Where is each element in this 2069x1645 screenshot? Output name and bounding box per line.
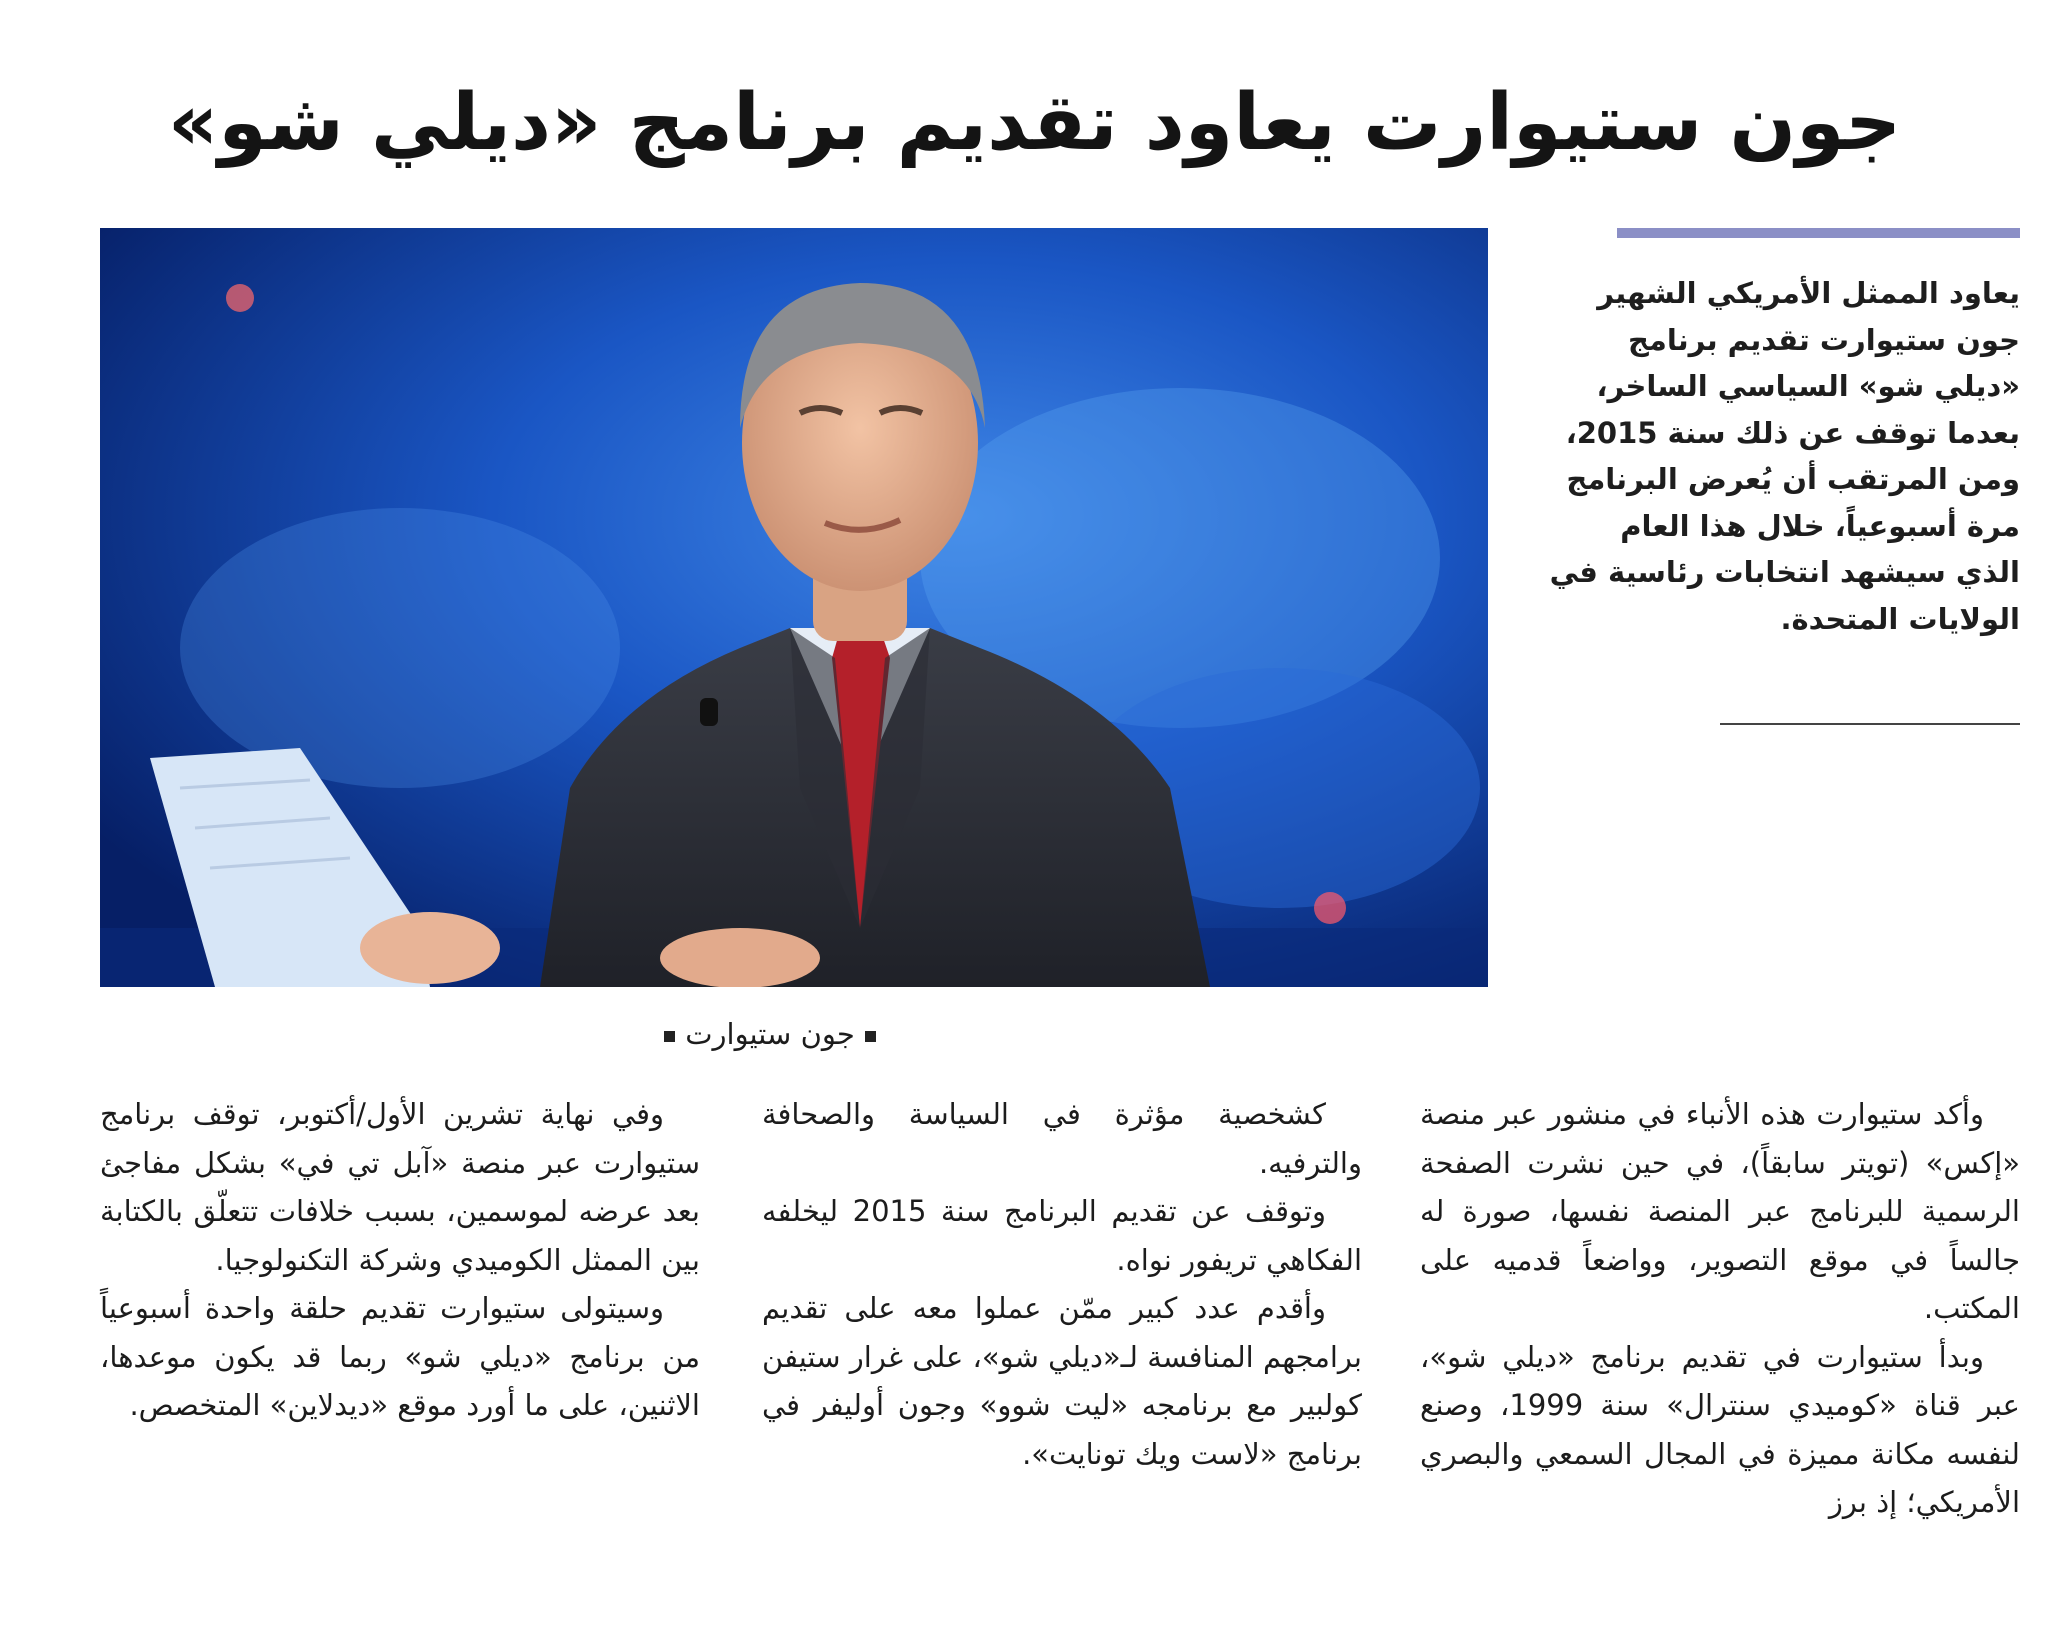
lead-paragraph: يعاود الممثل الأمريكي الشهير جون ستيوارت تقديم برنامج «ديلي شو» السياسي الساخر، بعدما توقف عن ذلك سنة 2015، ومن المرتقب أن يُعرض البرنامج مرة أسبوعياً، خلال هذا العام الذي سيشهد انتخابات رئاسية في الولايات المتحدة. <box>1549 276 2020 636</box>
article-column-middle <box>762 1090 1362 1478</box>
article-paragraph: وتوقف عن تقديم البرنامج سنة 2015 ليخلفه الفكاهي تريفور نواه. <box>762 1194 1362 1277</box>
photo-caption <box>600 1014 940 1054</box>
caption-bullet-square-icon <box>865 1031 876 1042</box>
article-photo <box>100 228 1488 987</box>
article-paragraph: وبدأ ستيوارت في تقديم برنامج «ديلي شو»، عبر قناة «كوميدي سنترال» سنة 1999، وصنع لنفسه مكانة مميزة في المجال السمعي والبصري الأمريكي؛ إذ برز <box>1420 1339 2020 1519</box>
photo-caption-text: جون ستيوارت <box>685 1017 855 1051</box>
article-paragraph: وأقدم عدد كبير ممّن عملوا معه على تقديم برامجهم المنافسة لـ«ديلي شو»، على غرار ستيفن كولبير مع برنامجه «ليت شوو» وجون أوليفر في برنامج «لاست ويك تونايت». <box>762 1291 1362 1471</box>
article-paragraph: وفي نهاية تشرين الأول/أكتوبر، توقف برنامج ستيوارت عبر منصة «آبل تي في» بشكل مفاجئ بعد عرضه لموسمين، بسبب خلافات تتعلّق بالكتابة بين الممثل الكوميدي وشركة التكنولوجيا. <box>100 1097 700 1277</box>
caption-bullet-square-icon <box>664 1031 675 1042</box>
presenter-photo-illustration <box>100 228 1488 987</box>
article-paragraph: وسيتولى ستيوارت تقديم حلقة واحدة أسبوعياً من برنامج «ديلي شو» ربما قد يكون موعدها، الاثنين، على ما أورد موقع «ديدلاين» المتخصص. <box>100 1291 700 1422</box>
article-paragraph: وأكد ستيوارت هذه الأنباء في منشور عبر منصة «إكس» (تويتر سابقاً)، في حين نشرت الصفحة الرسمية للبرنامج عبر المنصة نفسها، صورة له جالساً في موقع التصوير، وواضعاً قدميه على المكتب. <box>1420 1097 2020 1325</box>
lead-accent-bar <box>1617 228 2020 238</box>
headline: جون ستيوارت يعاود تقديم برنامج «ديلي شو» <box>167 78 1902 168</box>
article-paragraph: كشخصية مؤثرة في السياسة والصحافة والترفيه. <box>762 1097 1362 1180</box>
article-column-right <box>1420 1090 2020 1527</box>
article-column-left <box>100 1090 700 1430</box>
lead-divider <box>1720 723 2020 725</box>
